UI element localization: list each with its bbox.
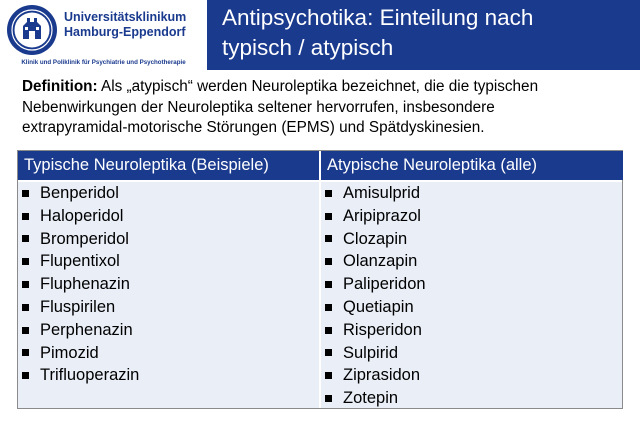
atypical-list bbox=[325, 182, 426, 410]
definition-line1 bbox=[22, 77, 622, 98]
drug-name: Benperidol bbox=[40, 184, 119, 202]
slide-title-line1: Antipsychotika: Einteilung nach bbox=[222, 5, 534, 30]
list-item bbox=[325, 250, 426, 273]
definition-line2: Nebenwirkungen der Neuroleptika seltener hervorrufen, insbesondere bbox=[22, 98, 495, 116]
list-item bbox=[22, 319, 139, 342]
drug-name: Clozapin bbox=[343, 229, 408, 248]
square-bullet-icon bbox=[325, 372, 332, 379]
square-bullet-icon bbox=[325, 258, 332, 265]
column-header-typical: Typische Neuroleptika (Beispiele) bbox=[18, 151, 319, 180]
square-bullet-icon bbox=[325, 304, 332, 311]
drug-name: Bromperidol bbox=[40, 229, 129, 248]
definition-text bbox=[22, 77, 622, 139]
square-bullet-icon bbox=[325, 281, 332, 288]
square-bullet-icon bbox=[325, 395, 332, 402]
square-bullet-icon bbox=[22, 258, 29, 265]
definition-line1-text: Als „atypisch“ werden Neuroleptika bezeichnet, die die typischen bbox=[97, 78, 539, 95]
square-bullet-icon bbox=[22, 235, 29, 242]
square-bullet-icon bbox=[22, 372, 29, 379]
drug-name: Quetiapin bbox=[343, 297, 414, 316]
university-name-line2: Hamburg-Eppendorf bbox=[64, 25, 186, 39]
drug-name: Sulpirid bbox=[343, 343, 399, 362]
list-item bbox=[22, 228, 139, 251]
list-item bbox=[325, 364, 426, 387]
drug-name: Olanzapin bbox=[343, 252, 418, 271]
drug-name: Fluspirilen bbox=[40, 297, 116, 316]
list-item bbox=[22, 182, 139, 205]
drug-name: Aripiprazol bbox=[343, 206, 421, 225]
square-bullet-icon bbox=[325, 190, 332, 197]
square-bullet-icon bbox=[22, 327, 29, 334]
square-bullet-icon bbox=[22, 281, 29, 288]
square-bullet-icon bbox=[22, 213, 29, 220]
university-name bbox=[64, 10, 204, 40]
drug-name: Flupentixol bbox=[40, 252, 120, 271]
drug-name: Paliperidon bbox=[343, 275, 426, 294]
list-item bbox=[325, 387, 426, 410]
list-item bbox=[325, 205, 426, 228]
drug-name: Zotepin bbox=[343, 389, 399, 408]
logo-area bbox=[0, 0, 207, 70]
drug-name: Amisulprid bbox=[343, 184, 421, 202]
column-header-atypical: Atypische Neuroleptika (alle) bbox=[321, 151, 623, 180]
square-bullet-icon bbox=[325, 327, 332, 334]
drug-name: Ziprasidon bbox=[343, 366, 421, 385]
list-item bbox=[22, 273, 139, 296]
university-seal-icon bbox=[6, 4, 58, 56]
clinic-name: Klinik und Poliklinik für Psychiatrie und Psychotherapie bbox=[21, 59, 186, 66]
square-bullet-icon bbox=[325, 349, 332, 356]
square-bullet-icon bbox=[325, 235, 332, 242]
square-bullet-icon bbox=[325, 213, 332, 220]
definition-line3: extrapyramidal-motorische Störungen (EPMS) und Spätdyskinesien. bbox=[22, 119, 485, 136]
slide-title-line2: typisch / atypisch bbox=[222, 35, 394, 60]
drug-name: Risperidon bbox=[343, 320, 422, 339]
list-item bbox=[325, 273, 426, 296]
drug-name: Trifluoperazin bbox=[40, 366, 140, 385]
list-item bbox=[22, 250, 139, 273]
list-item bbox=[325, 228, 426, 251]
list-item bbox=[325, 319, 426, 342]
square-bullet-icon bbox=[22, 304, 29, 311]
square-bullet-icon bbox=[22, 190, 29, 197]
column-divider bbox=[319, 151, 321, 408]
square-bullet-icon bbox=[22, 349, 29, 356]
list-item bbox=[22, 205, 139, 228]
list-item bbox=[22, 342, 139, 365]
drug-name: Pimozid bbox=[40, 343, 99, 362]
drug-name: Perphenazin bbox=[40, 320, 133, 339]
list-item bbox=[22, 364, 139, 387]
university-name-line1: Universitätsklinikum bbox=[64, 10, 187, 24]
definition-label: Definition: bbox=[22, 78, 98, 95]
typical-list bbox=[22, 182, 139, 387]
slide-title bbox=[222, 3, 632, 63]
drug-name: Fluphenazin bbox=[40, 275, 130, 294]
neuroleptics-table bbox=[17, 150, 623, 409]
list-item bbox=[22, 296, 139, 319]
drug-name: Haloperidol bbox=[40, 206, 124, 225]
list-item bbox=[325, 296, 426, 319]
list-item bbox=[325, 182, 426, 205]
list-item bbox=[325, 342, 426, 365]
